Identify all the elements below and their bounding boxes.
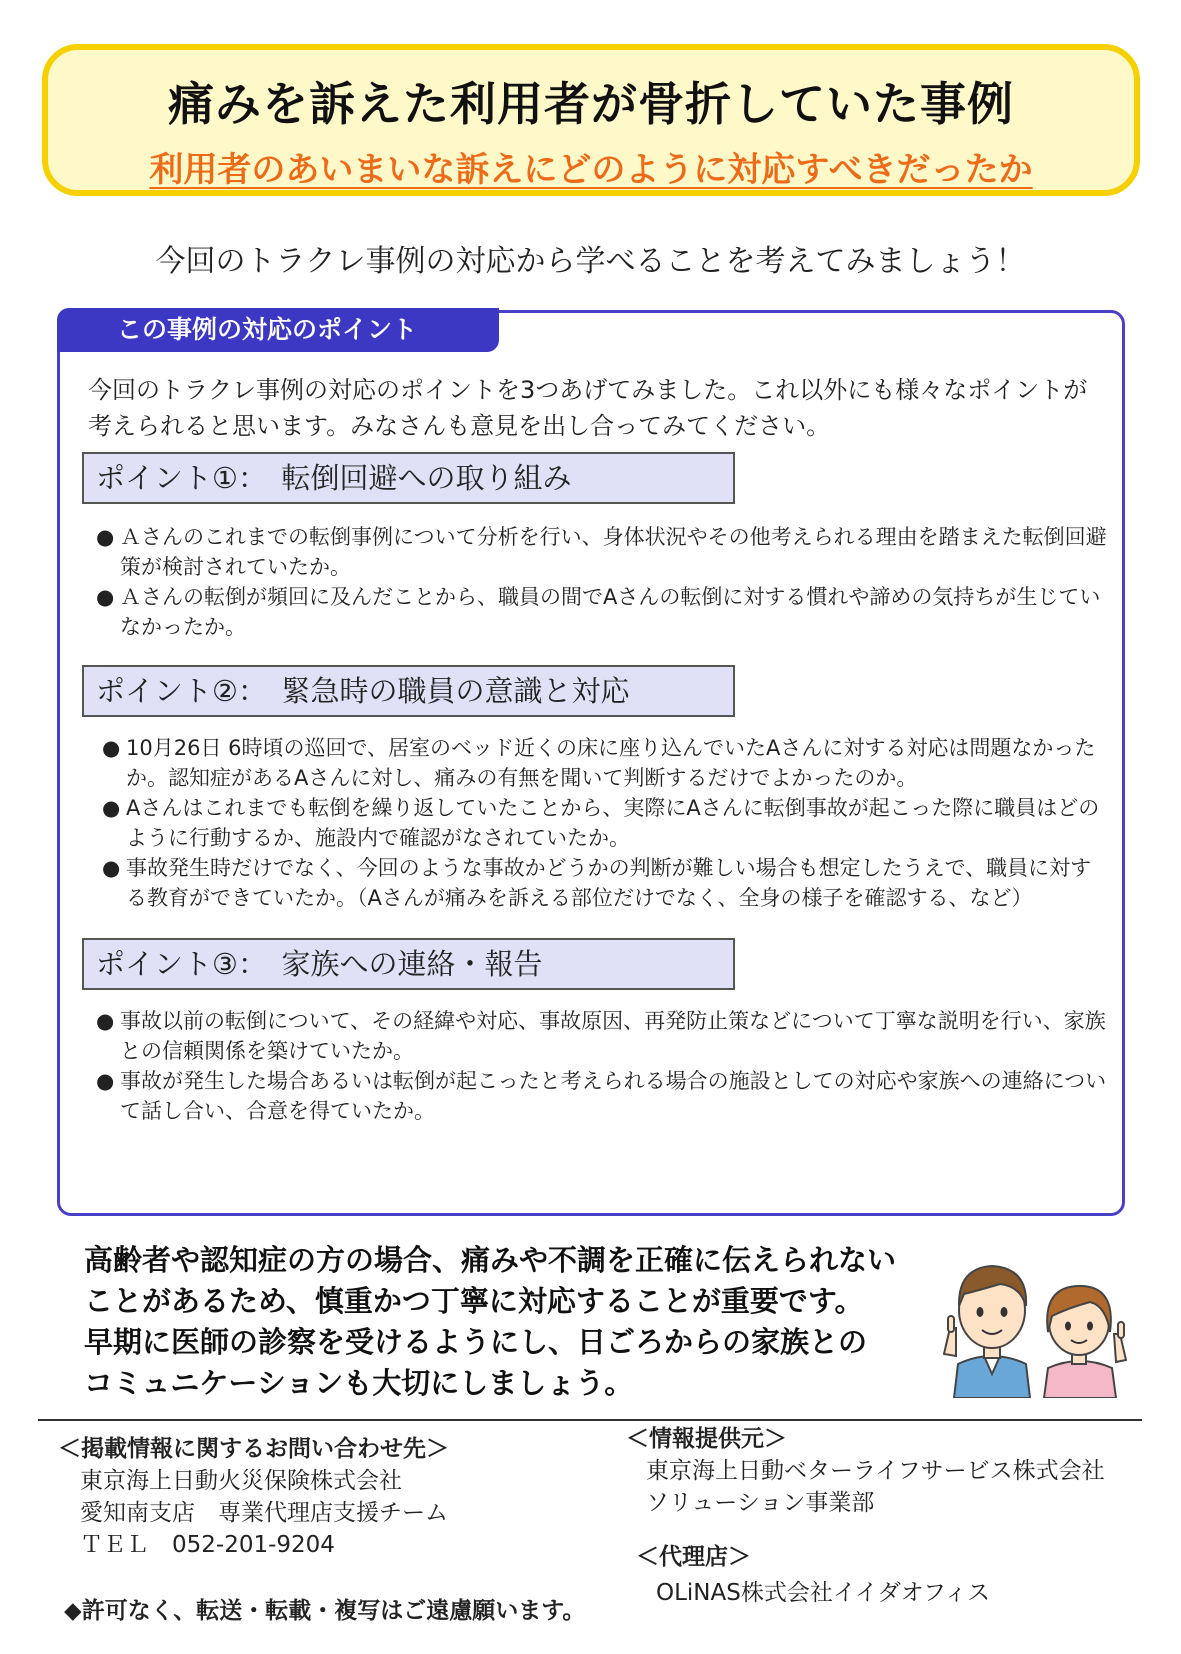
intro-text: 今回のトラクレ事例の対応から学べることを考えてみましょう！	[155, 244, 1026, 279]
page-title: 痛みを訴えた利用者が骨折していた事例	[168, 77, 1014, 131]
bullet-item	[96, 522, 1116, 582]
conclusion-text	[84, 1240, 964, 1404]
bullet-dot: ●	[102, 856, 121, 880]
point-2-bullets	[102, 733, 1112, 913]
points-box-tab: この事例の対応のポイント	[57, 308, 499, 352]
bullet-text: 事故以前の転倒について、その経緯や対応、事故原因、再発防止策などについて丁寧な説明を行い、家族との信頼関係を築けていたか。	[120, 1009, 1106, 1063]
bullet-item	[96, 1066, 1116, 1126]
bullet-item	[96, 582, 1116, 642]
contact-heading: ＜掲載情報に関するお問い合わせ先＞	[58, 1436, 449, 1462]
bullet-item	[96, 1006, 1116, 1066]
bullet-dot: ●	[96, 1069, 115, 1093]
bullet-text: Ａさんの転倒が頻回に及んだことから、職員の間でAさんの転倒に対する慣れや諦めの気持ちが生じていなかったか。	[120, 585, 1101, 639]
bullet-item	[102, 733, 1112, 793]
conclusion-line: ことがあるため、慎重かつ丁寧に対応することが重要です。	[84, 1284, 864, 1318]
two-staff-pointing-illustration	[940, 1236, 1140, 1398]
points-box-intro-line: 考えられると思います。みなさんも意見を出し合ってみてください。	[88, 412, 831, 440]
bullet-text: 事故発生時だけでなく、今回のような事故かどうかの判断が難しい場合も想定したうえで、職員に対する教育ができていたか。（Aさんが痛みを訴える部位だけでなく、全身の様子を確認する、など）	[126, 856, 1092, 910]
bullet-dot: ●	[96, 525, 115, 549]
contact-line: 東京海上日動火災保険株式会社	[80, 1468, 402, 1494]
point-3-bullets	[96, 1006, 1116, 1126]
bullet-item	[102, 853, 1112, 913]
agent-heading: ＜代理店＞	[636, 1544, 751, 1570]
header-banner	[42, 44, 1140, 196]
copyright-notice: ◆許可なく、転送・転載・複写はご遠慮願います。	[64, 1598, 586, 1624]
bullet-text: Ａさんのこれまでの転倒事例について分析を行い、身体状況やその他考えられる理由を踏まえた転倒回避策が検討されていたか。	[120, 525, 1107, 579]
provider-line: 東京海上日動ベターライフサービス株式会社	[646, 1458, 1105, 1484]
points-box-intro	[88, 372, 1108, 444]
point-1-bullets	[96, 522, 1116, 642]
bullet-text: 事故が発生した場合あるいは転倒が起こったと考えられる場合の施設としての対応や家族への連絡について話し合い、合意を得ていたか。	[120, 1069, 1107, 1123]
footer-divider	[38, 1419, 1142, 1421]
point-3-heading: ポイント③： 家族への連絡・報告	[82, 938, 735, 990]
bullet-text: 10月26日 6時頃の巡回で、居室のベッド近くの床に座り込んでいたAさんに対する対応は問題なかったか。認知症があるAさんに対し、痛みの有無を聞いて判断するだけでよかったのか。	[126, 736, 1096, 790]
contact-line: 愛知南支店 専業代理店支援チーム	[80, 1500, 448, 1526]
agent-line: OLiNAS株式会社イイダオフィス	[656, 1580, 991, 1606]
point-2-heading: ポイント②： 緊急時の職員の意識と対応	[82, 665, 735, 717]
contact-line: ＴＥＬ 052-201-9204	[80, 1532, 335, 1558]
point-1-heading: ポイント①： 転倒回避への取り組み	[82, 452, 735, 504]
page-subtitle: 利用者のあいまいな訴えにどのように対応すべきだったか	[149, 150, 1033, 190]
male-staff-figure	[944, 1266, 1030, 1398]
bullet-text: Aさんはこれまでも転倒を繰り返していたことから、実際にAさんに転倒事故が起こった際に職員はどのように行動するか、施設内で確認がなされていたか。	[126, 796, 1100, 850]
bullet-dot: ●	[102, 796, 121, 820]
bullet-item	[102, 793, 1112, 853]
bullet-dot: ●	[96, 585, 115, 609]
female-staff-figure	[1044, 1286, 1126, 1398]
conclusion-line: 早期に医師の診察を受けるようにし、日ごろからの家族との	[84, 1325, 868, 1359]
bullet-dot: ●	[102, 736, 121, 760]
provider-heading: ＜情報提供元＞	[626, 1426, 787, 1452]
provider-line: ソリューション事業部	[646, 1490, 875, 1516]
points-box-intro-line: 今回のトラクレ事例の対応のポイントを3つあげてみました。これ以外にも様々なポイントが	[88, 376, 1088, 404]
bullet-dot: ●	[96, 1009, 115, 1033]
conclusion-line: コミュニケーションも大切にしましょう。	[84, 1366, 634, 1400]
conclusion-line: 高齢者や認知症の方の場合、痛みや不調を正確に伝えられない	[84, 1243, 897, 1277]
